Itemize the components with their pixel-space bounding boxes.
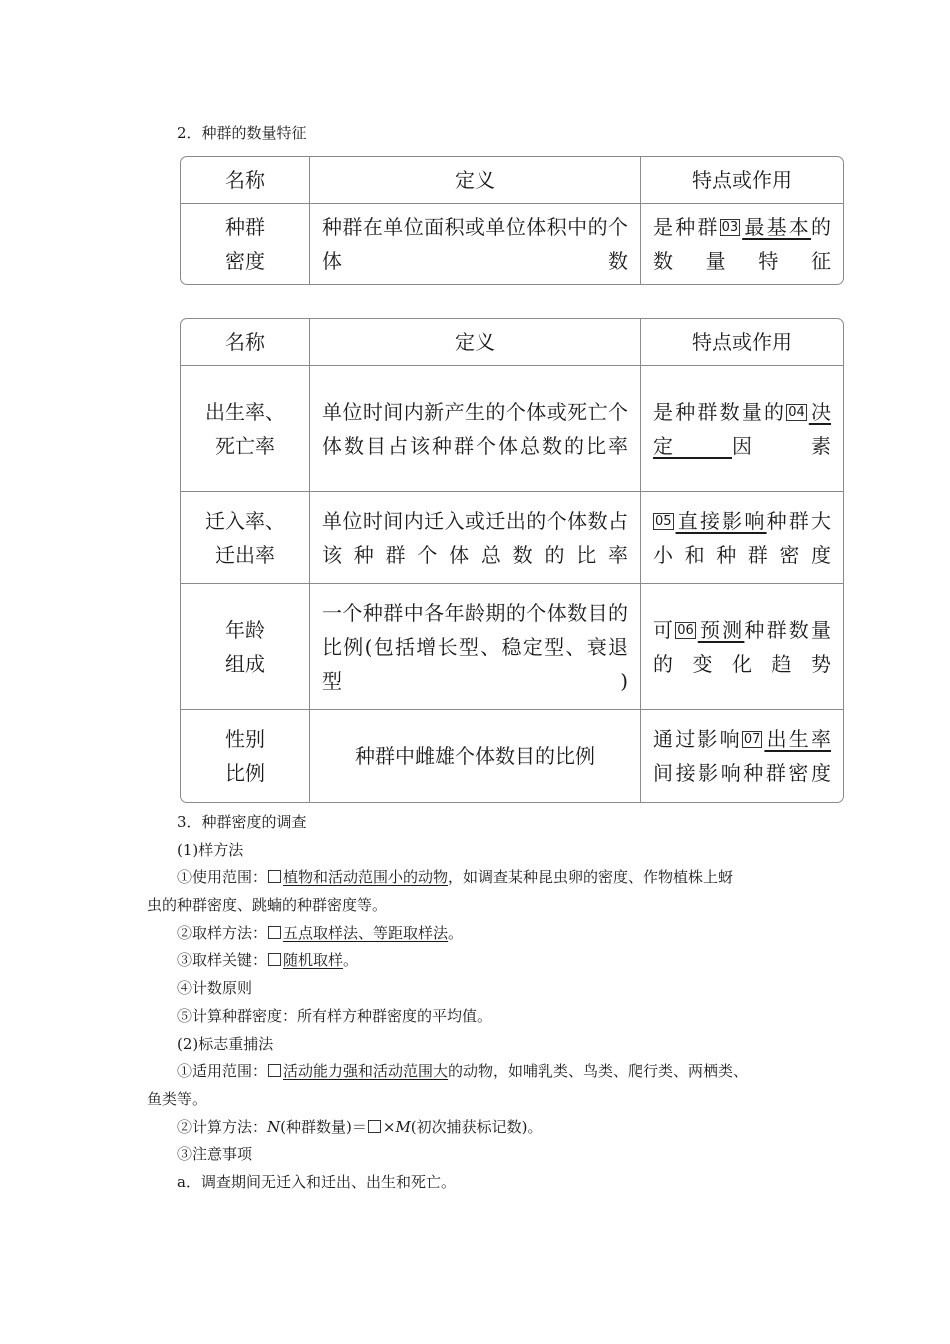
list-item-continuation: 虫的种群密度、跳蝻的种群密度等。 xyxy=(147,896,388,914)
table-row xyxy=(181,366,843,492)
table-row xyxy=(181,710,843,802)
table-row xyxy=(181,584,843,710)
blank-number-badge: 05 xyxy=(655,513,672,529)
answer-text: 决定 xyxy=(653,399,832,458)
table-population-density xyxy=(180,156,844,285)
list-item: ①使用范围： 植物和活动范围小的动物，如调查某种昆虫卵的密度、作物植株上蚜 xyxy=(177,868,734,886)
list-item: ②计算方法：N(种群数量)＝ ×M(初次捕获标记数)。 xyxy=(177,1118,543,1136)
section-heading-2: 2．种群的数量特征 xyxy=(177,124,307,142)
row-name: 年龄 组成 xyxy=(181,584,310,710)
answer-text: 出生率 xyxy=(764,726,832,751)
list-item-continuation: 鱼类等。 xyxy=(147,1090,208,1108)
row-feature: 是种群 03 最基本的数量特征 xyxy=(641,204,844,285)
header-feature: 特点或作用 xyxy=(641,319,844,366)
list-item: ③注意事项 xyxy=(177,1145,253,1163)
row-definition: 种群中雌雄个体数目的比例 xyxy=(310,710,641,802)
blank-box-icon xyxy=(268,870,281,883)
row-name: 种群 密度 xyxy=(181,204,310,285)
row-feature: 可 06 预测种群数量的变化趋势 xyxy=(641,584,844,710)
row-name: 性别 比例 xyxy=(181,710,310,802)
blank-number-badge: 04 xyxy=(788,404,805,420)
blank-box-icon xyxy=(268,1064,281,1077)
row-definition: 单位时间内迁入或迁出的个体数占该种群个体总数的比率 xyxy=(310,492,641,584)
blank-box-icon xyxy=(268,953,281,966)
header-definition: 定义 xyxy=(310,157,641,204)
table-population-characteristics xyxy=(180,318,844,803)
row-feature: 是种群数量的 04 决定因素 xyxy=(641,366,844,492)
list-item: a．调查期间无迁入和迁出、出生和死亡。 xyxy=(177,1173,456,1191)
answer-text: 最基本 xyxy=(742,215,812,239)
blank-number-badge: 06 xyxy=(677,622,694,638)
answer-text: 直接影响 xyxy=(675,508,767,533)
header-name: 名称 xyxy=(181,157,310,204)
blank-box-icon xyxy=(268,926,281,939)
table-row xyxy=(181,492,843,584)
table-row xyxy=(181,204,843,285)
row-definition: 一个种群中各年龄期的个体数目的比例(包括增长型、稳定型、衰退型) xyxy=(310,584,641,710)
row-name: 迁入率、 迁出率 xyxy=(181,492,310,584)
list-item: ⑤计算种群密度：所有样方种群密度的平均值。 xyxy=(177,1007,493,1025)
row-definition: 种群在单位面积或单位体积中的个体数 xyxy=(310,204,641,285)
subsection-quadrat: (1)样方法 xyxy=(177,841,244,859)
table-header-row xyxy=(181,157,843,204)
list-item: ③取样关键： 随机取样。 xyxy=(177,951,359,969)
list-item: ①适用范围： 活动能力强和活动范围大的动物，如哺乳类、鸟类、爬行类、两栖类、 xyxy=(177,1062,749,1080)
blank-number-badge: 03 xyxy=(721,220,739,235)
row-name: 出生率、 死亡率 xyxy=(181,366,310,492)
row-feature: 05 直接影响种群大小和种群密度 xyxy=(641,492,844,584)
section-heading-3: 3．种群密度的调查 xyxy=(177,813,307,831)
list-item: ④计数原则 xyxy=(177,979,253,997)
row-definition: 单位时间内新产生的个体或死亡个体数目占该种群个体总数的比率 xyxy=(310,366,641,492)
header-name: 名称 xyxy=(181,319,310,366)
header-feature: 特点或作用 xyxy=(641,157,844,204)
table-header-row xyxy=(181,319,843,366)
list-item: ②取样方法： 五点取样法、等距取样法。 xyxy=(177,924,464,942)
blank-number-badge: 07 xyxy=(743,731,761,747)
row-feature: 通过影响 07 出生率间接影响种群密度 xyxy=(641,710,844,802)
answer-text: 预测 xyxy=(697,617,745,642)
blank-box-icon xyxy=(368,1120,381,1133)
subsection-mark-recapture: (2)标志重捕法 xyxy=(177,1035,274,1053)
header-definition: 定义 xyxy=(310,319,641,366)
